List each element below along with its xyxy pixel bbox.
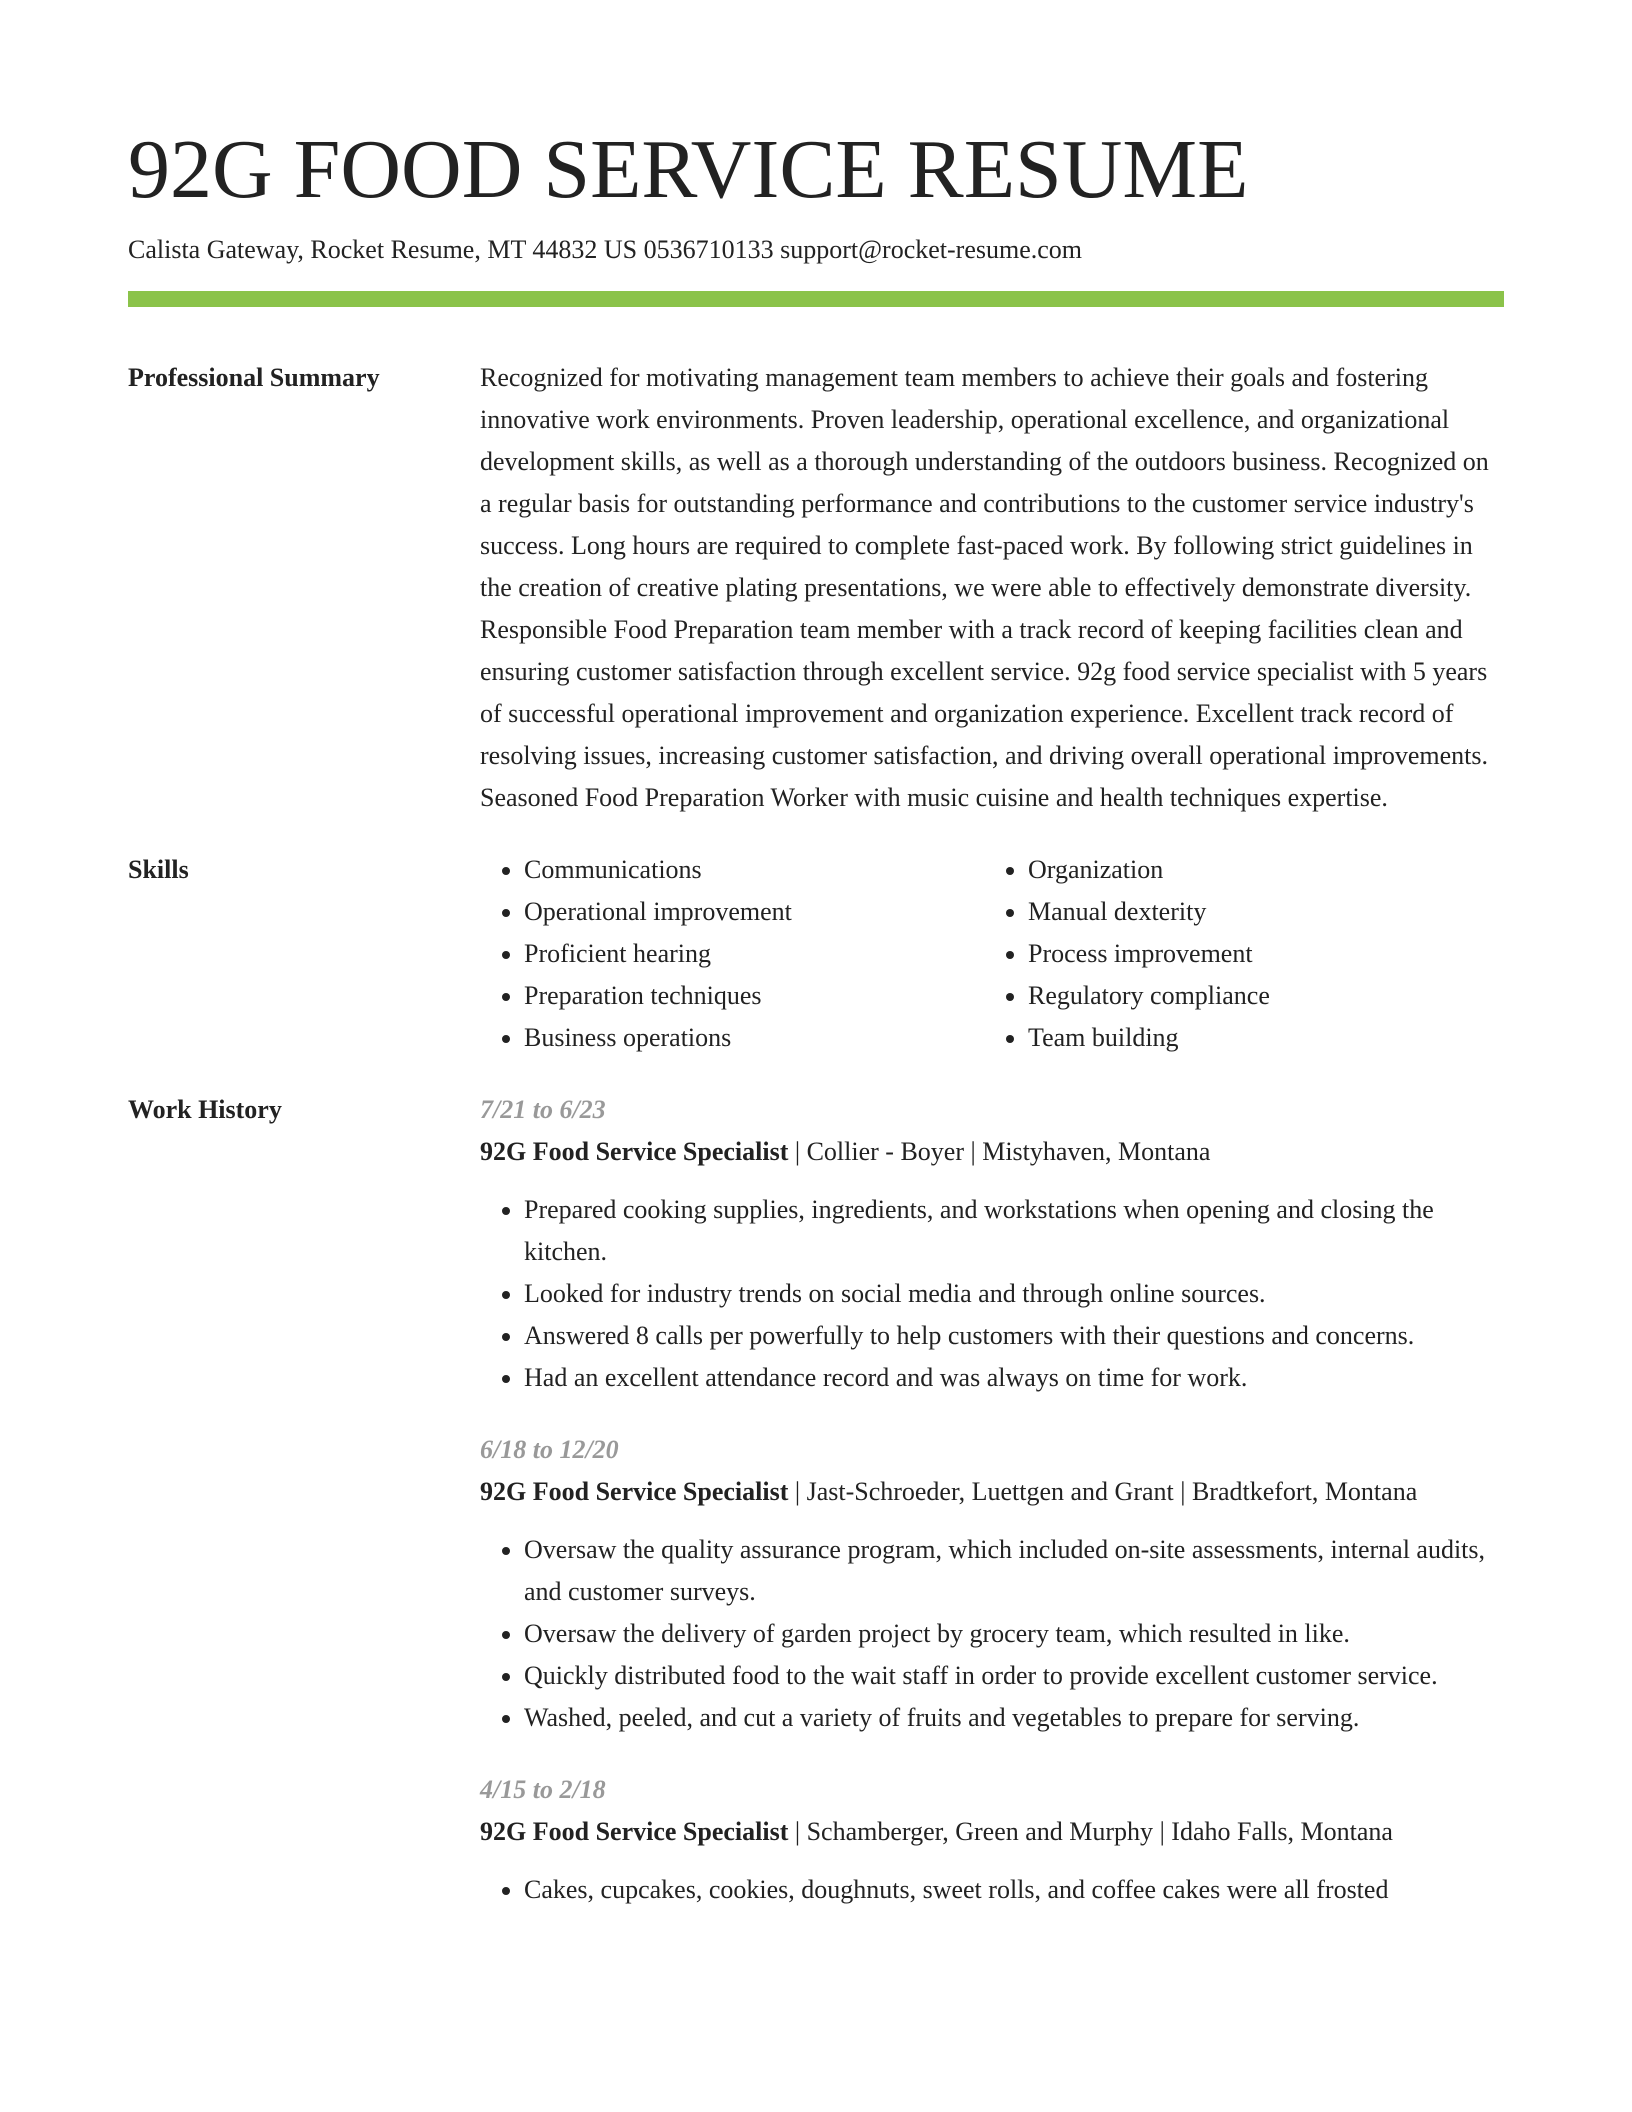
- job-separator: |: [1173, 1477, 1192, 1506]
- job-dates: 6/18 to 12/20: [480, 1435, 619, 1464]
- job-bullet: • Answered 8 calls per powerfully to help customers with their questions and concerns.: [524, 1315, 1504, 1357]
- skills-body: [480, 849, 1504, 1059]
- skill-item: • Process improvement: [1028, 933, 1504, 975]
- job-bullet: • Oversaw the delivery of garden project by grocery team, which resulted in like.: [524, 1613, 1504, 1655]
- job-separator: |: [788, 1477, 807, 1506]
- skill-item: • Team building: [1028, 1017, 1504, 1059]
- job-bullet: • Cakes, cupcakes, cookies, doughnuts, sweet rolls, and coffee cakes were all frosted: [524, 1869, 1504, 1911]
- job-bullet: • Quickly distributed food to the wait staff in order to provide excellent customer service.: [524, 1655, 1504, 1697]
- job-heading: [480, 1811, 1504, 1853]
- job-title: 92G Food Service Specialist: [480, 1137, 789, 1166]
- job-entry: [480, 1089, 1504, 1399]
- job-bullets: [480, 1529, 1504, 1739]
- skill-item: • Proficient hearing: [524, 933, 984, 975]
- accent-divider: [128, 291, 1504, 307]
- job-company: Collier - Boyer: [806, 1137, 964, 1166]
- resume-document: [128, 118, 1504, 1941]
- job-bullets: [480, 1869, 1504, 1911]
- job-bullet: • Prepared cooking supplies, ingredients, and workstations when opening and closing the kitchen.: [524, 1189, 1504, 1273]
- skills-section: [128, 849, 1504, 1059]
- skill-item: • Communications: [524, 849, 984, 891]
- job-separator: |: [788, 1817, 807, 1846]
- job-entry: [480, 1769, 1504, 1911]
- skill-item: • Organization: [1028, 849, 1504, 891]
- resume-title: 92G FOOD SERVICE RESUME: [128, 123, 1249, 216]
- skills-grid: [480, 849, 1504, 1059]
- job-bullet: • Washed, peeled, and cut a variety of fruits and vegetables to prepare for serving.: [524, 1697, 1504, 1739]
- skills-list-left: [480, 849, 984, 1059]
- section-label-work: Work History: [128, 1095, 282, 1124]
- job-separator: |: [964, 1137, 983, 1166]
- contact-line: Calista Gateway, Rocket Resume, MT 44832 US 0536710133 support@rocket-resume.com: [128, 235, 1083, 264]
- skill-item: • Business operations: [524, 1017, 984, 1059]
- job-title: 92G Food Service Specialist: [480, 1817, 789, 1846]
- skill-item: • Preparation techniques: [524, 975, 984, 1017]
- job-location: Bradtkefort, Montana: [1191, 1477, 1418, 1506]
- job-entry: [480, 1429, 1504, 1739]
- professional-summary-section: [128, 357, 1504, 819]
- job-bullets: [480, 1189, 1504, 1399]
- job-location: Mistyhaven, Montana: [982, 1137, 1211, 1166]
- work-history-body: [480, 1089, 1504, 1941]
- work-history-section: [128, 1089, 1504, 1941]
- job-bullet: • Looked for industry trends on social media and through online sources.: [524, 1273, 1504, 1315]
- job-dates: 7/21 to 6/23: [480, 1095, 606, 1124]
- job-heading: [480, 1131, 1504, 1173]
- job-location: Idaho Falls, Montana: [1171, 1817, 1393, 1846]
- job-heading: [480, 1471, 1504, 1513]
- skill-item: • Regulatory compliance: [1028, 975, 1504, 1017]
- section-label-skills: Skills: [128, 855, 189, 884]
- section-label-summary: Professional Summary: [128, 363, 380, 392]
- job-dates: 4/15 to 2/18: [480, 1775, 606, 1804]
- skills-list-right: [984, 849, 1504, 1059]
- job-separator: |: [1153, 1817, 1172, 1846]
- summary-text: Recognized for motivating management team members to achieve their goals and fostering innovative work environments. Proven leadership, operational excellence, and organizational development skills, as well as a thorough understanding of the outdoors business. Recognized on a regular basis for outstanding performance and contributions to the customer service industry's success. Long hours are required to complete fast-paced work. By following strict guidelines in the creation of creative plating presentations, we were able to effectively demonstrate diversity. Responsible Food Preparation team member with a track record of keeping facilities clean and ensuring customer satisfaction through excellent service. 92g food service specialist with 5 years of successful operational improvement and organization experience. Excellent track record of resolving issues, increasing customer satisfaction, and driving overall operational improvements. Seasoned Food Preparation Worker with music cuisine and health techniques expertise.: [480, 363, 1489, 812]
- job-company: Jast-Schroeder, Luettgen and Grant: [806, 1477, 1174, 1506]
- skill-item: • Manual dexterity: [1028, 891, 1504, 933]
- skill-item: • Operational improvement: [524, 891, 984, 933]
- job-separator: |: [788, 1137, 807, 1166]
- job-title: 92G Food Service Specialist: [480, 1477, 789, 1506]
- job-company: Schamberger, Green and Murphy: [806, 1817, 1154, 1846]
- job-bullet: • Oversaw the quality assurance program, which included on-site assessments, internal audits, and customer surveys.: [524, 1529, 1504, 1613]
- job-bullet: • Had an excellent attendance record and was always on time for work.: [524, 1357, 1504, 1399]
